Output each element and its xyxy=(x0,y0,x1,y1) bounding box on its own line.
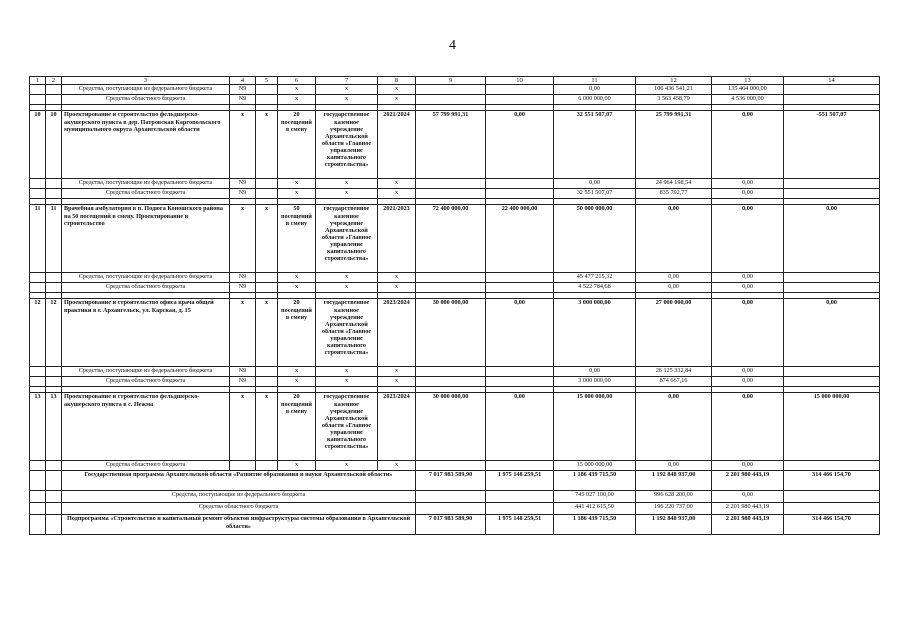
value-cell: 314 466 154,70 xyxy=(784,515,880,535)
value-cell: 27 000 000,00 xyxy=(636,299,712,367)
x-cell: х xyxy=(278,283,316,293)
source-label: Средства, поступающие из федерального бюджета xyxy=(62,491,416,503)
x-cell: х xyxy=(278,189,316,199)
organization-cell: государственное казенное учреждение Архангельской области «Главное управление капитального строительства» xyxy=(316,205,378,273)
x-cell: х xyxy=(256,205,278,273)
x-cell: х xyxy=(256,299,278,367)
source-label: Средства, поступающие из федерального бюджета xyxy=(62,179,230,189)
years-cell: 2021/2023 xyxy=(378,205,416,273)
header-cell: 10 xyxy=(486,77,554,85)
x-cell: х xyxy=(378,283,416,293)
header-cell: 8 xyxy=(378,77,416,85)
years-cell: 2021/2024 xyxy=(378,111,416,179)
norm-cell: N9 xyxy=(230,189,256,199)
source-label: Средства областного бюджета xyxy=(62,283,230,293)
x-cell: х xyxy=(378,461,416,471)
value-cell: 835 792,77 xyxy=(636,189,712,199)
value-cell: 996 628 200,00 xyxy=(636,491,712,503)
value-cell: 0,00 xyxy=(784,205,880,273)
header-cell: 2 xyxy=(46,77,62,85)
value-cell: 135 464 000,00 xyxy=(712,85,784,95)
value-cell: 15 000 000,00 xyxy=(784,393,880,461)
value-cell: 0,00 xyxy=(712,111,784,179)
x-cell: х xyxy=(278,273,316,283)
norm-cell: N9 xyxy=(230,273,256,283)
value-cell: 24 964 198,54 xyxy=(636,179,712,189)
source-label: Средства областного бюджета xyxy=(62,95,230,105)
value-cell: 0,00 xyxy=(712,179,784,189)
value-cell: 0,00 xyxy=(712,273,784,283)
norm-cell: N9 xyxy=(230,95,256,105)
header-cell: 5 xyxy=(256,77,278,85)
x-cell: х xyxy=(378,179,416,189)
table-row xyxy=(30,179,880,189)
header-cell: 6 xyxy=(278,77,316,85)
subprogram-total-row xyxy=(30,515,880,535)
x-cell: х xyxy=(230,111,256,179)
organization-cell: государственное казенное учреждение Архангельской области «Главное управление капитального строительства» xyxy=(316,299,378,367)
header-cell: 1 xyxy=(30,77,46,85)
header-cell: 3 xyxy=(62,77,230,85)
norm-cell: N9 xyxy=(230,85,256,95)
value-cell: 32 551 507,07 xyxy=(554,189,636,199)
value-cell: 0,00 xyxy=(636,461,712,471)
value-cell: -551 507,07 xyxy=(784,111,880,179)
x-cell: х xyxy=(378,367,416,377)
source-label: Средства областного бюджета xyxy=(62,377,230,387)
table-row xyxy=(30,367,880,377)
project-row xyxy=(30,111,880,179)
x-cell: х xyxy=(316,85,378,95)
value-cell: 72 400 000,00 xyxy=(416,205,486,273)
value-cell: 0,00 xyxy=(712,461,784,471)
source-label: Средства, поступающие из федерального бюджета xyxy=(62,367,230,377)
norm-cell: N9 xyxy=(230,367,256,377)
value-cell: 874 667,16 xyxy=(636,377,712,387)
x-cell: х xyxy=(316,179,378,189)
x-cell: х xyxy=(278,95,316,105)
header-cell: 12 xyxy=(636,77,712,85)
x-cell: х xyxy=(378,95,416,105)
header-cell: 4 xyxy=(230,77,256,85)
organization-cell: государственное казенное учреждение Архангельской области «Главное управление капитального строительства» xyxy=(316,393,378,461)
value-cell: 30 000 000,00 xyxy=(416,393,486,461)
project-name: Проектирование и строительство фельдшерско-акушерского пункта в с. Нежма xyxy=(62,393,230,461)
table-row xyxy=(30,503,880,515)
value-cell: 3 000 000,00 xyxy=(554,377,636,387)
table-row xyxy=(30,377,880,387)
value-cell: 0,00 xyxy=(636,393,712,461)
program-name: Государственная программа Архангельской области «Развитие образования и науки Архангельской области» xyxy=(62,471,416,491)
value-cell: 2 201 980 443,19 xyxy=(712,515,784,535)
header-cell: 7 xyxy=(316,77,378,85)
years-cell: 2023/2024 xyxy=(378,299,416,367)
value-cell: 0,00 xyxy=(486,299,554,367)
capacity-cell: 20 посещений в смену xyxy=(278,299,316,367)
page-number: 4 xyxy=(449,38,456,53)
x-cell: х xyxy=(316,189,378,199)
x-cell: х xyxy=(278,377,316,387)
value-cell: 50 000 000,00 xyxy=(554,205,636,273)
table-row xyxy=(30,283,880,293)
source-label: Средства областного бюджета xyxy=(62,461,230,471)
header-cell: 13 xyxy=(712,77,784,85)
years-cell: 2023/2024 xyxy=(378,393,416,461)
value-cell: 0,00 xyxy=(554,85,636,95)
table-row xyxy=(30,85,880,95)
x-cell: х xyxy=(316,95,378,105)
value-cell: 7 017 983 589,90 xyxy=(416,471,486,491)
row-number: 10 xyxy=(30,111,46,179)
value-cell: 26 125 332,84 xyxy=(636,367,712,377)
value-cell: 3 000 000,00 xyxy=(554,299,636,367)
value-cell: 30 000 000,00 xyxy=(416,299,486,367)
value-cell: 15 000 000,00 xyxy=(554,461,636,471)
table-row xyxy=(30,461,880,471)
value-cell: 2 201 980 443,19 xyxy=(712,471,784,491)
norm-cell: N9 xyxy=(230,283,256,293)
budget-table xyxy=(29,76,880,535)
value-cell: 15 000 000,00 xyxy=(554,393,636,461)
row-number: 11 xyxy=(46,205,62,273)
table-row xyxy=(30,273,880,283)
x-cell: х xyxy=(230,205,256,273)
value-cell: 3 563 458,79 xyxy=(636,95,712,105)
value-cell: 314 466 154,70 xyxy=(784,471,880,491)
value-cell: 4 536 000,00 xyxy=(712,95,784,105)
project-name: Врачебная амбулатория в п. Подюга Коношского района на 50 посещений в смену. Проектирование и строительство xyxy=(62,205,230,273)
project-row xyxy=(30,205,880,273)
value-cell: 1 192 848 937,00 xyxy=(636,515,712,535)
value-cell: 1 975 148 259,51 xyxy=(486,515,554,535)
value-cell: 106 436 541,21 xyxy=(636,85,712,95)
x-cell: х xyxy=(316,283,378,293)
value-cell: 0,00 xyxy=(784,299,880,367)
x-cell: х xyxy=(316,273,378,283)
value-cell: 0,00 xyxy=(712,393,784,461)
table-row xyxy=(30,189,880,199)
value-cell: 7 017 983 589,90 xyxy=(416,515,486,535)
value-cell: 1 186 439 715,50 xyxy=(554,471,636,491)
value-cell: 0,00 xyxy=(486,111,554,179)
x-cell: х xyxy=(230,393,256,461)
value-cell: 4 522 784,68 xyxy=(554,283,636,293)
x-cell: х xyxy=(316,461,378,471)
header-cell: 11 xyxy=(554,77,636,85)
x-cell: х xyxy=(316,377,378,387)
norm-cell: N9 xyxy=(230,377,256,387)
value-cell: 745 027 100,00 xyxy=(554,491,636,503)
subprogram-name: Подпрограмма «Строительство и капитальный ремонт объектов инфраструктуры системы образования в Архангельской области» xyxy=(62,515,416,535)
x-cell: х xyxy=(378,377,416,387)
row-number: 13 xyxy=(46,393,62,461)
organization-cell: государственное казенное учреждение Архангельской области «Главное управление капитального строительства» xyxy=(316,111,378,179)
x-cell: х xyxy=(278,461,316,471)
value-cell: 1 186 439 715,50 xyxy=(554,515,636,535)
x-cell: х xyxy=(256,111,278,179)
value-cell: 0,00 xyxy=(554,179,636,189)
value-cell: 0,00 xyxy=(636,283,712,293)
row-number: 13 xyxy=(30,393,46,461)
x-cell: х xyxy=(378,85,416,95)
source-label: Средства областного бюджета xyxy=(62,189,230,199)
value-cell: 1 192 848 937,00 xyxy=(636,471,712,491)
value-cell: 0,00 xyxy=(712,283,784,293)
value-cell: 0,00 xyxy=(636,205,712,273)
source-label: Средства, поступающие из федерального бюджета xyxy=(62,273,230,283)
value-cell: 0,00 xyxy=(712,299,784,367)
value-cell: 1 975 148 259,51 xyxy=(486,471,554,491)
value-cell: 0,00 xyxy=(486,393,554,461)
value-cell: 6 000 000,00 xyxy=(554,95,636,105)
table-row xyxy=(30,95,880,105)
header-cell: 14 xyxy=(784,77,880,85)
value-cell: 45 477 215,32 xyxy=(554,273,636,283)
value-cell: 0,00 xyxy=(712,367,784,377)
row-number: 11 xyxy=(30,205,46,273)
project-name: Проектирование и строительство фельдшерско-акушерского пункта в дер. Патровская Каргопольского муниципального округа Архангельской области xyxy=(62,111,230,179)
table-row xyxy=(30,491,880,503)
value-cell: 196 220 737,00 xyxy=(636,503,712,515)
row-number: 10 xyxy=(46,111,62,179)
source-label: Средства областного бюджета xyxy=(62,503,416,515)
norm-cell: N9 xyxy=(230,179,256,189)
row-number: 12 xyxy=(30,299,46,367)
value-cell: 0,00 xyxy=(712,491,784,503)
capacity-cell: 20 посещений в смену xyxy=(278,111,316,179)
value-cell: 25 799 991,31 xyxy=(636,111,712,179)
x-cell: х xyxy=(230,299,256,367)
project-name: Проектирование и строительство офиса врача общей практики в г. Архангельск, ул. Карская, д. 15 xyxy=(62,299,230,367)
value-cell: 22 400 000,00 xyxy=(486,205,554,273)
value-cell: 57 799 991,31 xyxy=(416,111,486,179)
x-cell: х xyxy=(378,273,416,283)
project-row xyxy=(30,393,880,461)
value-cell: 0,00 xyxy=(712,189,784,199)
x-cell: х xyxy=(378,189,416,199)
x-cell: х xyxy=(278,179,316,189)
capacity-cell: 20 посещений в смену xyxy=(278,393,316,461)
header-cell: 9 xyxy=(416,77,486,85)
project-row xyxy=(30,299,880,367)
value-cell: 32 551 507,07 xyxy=(554,111,636,179)
capacity-cell: 50 посещений в смену xyxy=(278,205,316,273)
header-row xyxy=(30,77,880,85)
x-cell: х xyxy=(278,367,316,377)
value-cell: 0,00 xyxy=(636,273,712,283)
row-number: 12 xyxy=(46,299,62,367)
value-cell: 0,00 xyxy=(554,367,636,377)
value-cell: 2 201 980 443,19 xyxy=(712,503,784,515)
value-cell: 441 412 615,50 xyxy=(554,503,636,515)
program-total-row xyxy=(30,471,880,491)
x-cell: х xyxy=(316,367,378,377)
x-cell: х xyxy=(256,393,278,461)
value-cell: 0,00 xyxy=(712,205,784,273)
source-label: Средства, поступающие из федерального бюджета xyxy=(62,85,230,95)
value-cell: 0,00 xyxy=(712,377,784,387)
x-cell: х xyxy=(278,85,316,95)
